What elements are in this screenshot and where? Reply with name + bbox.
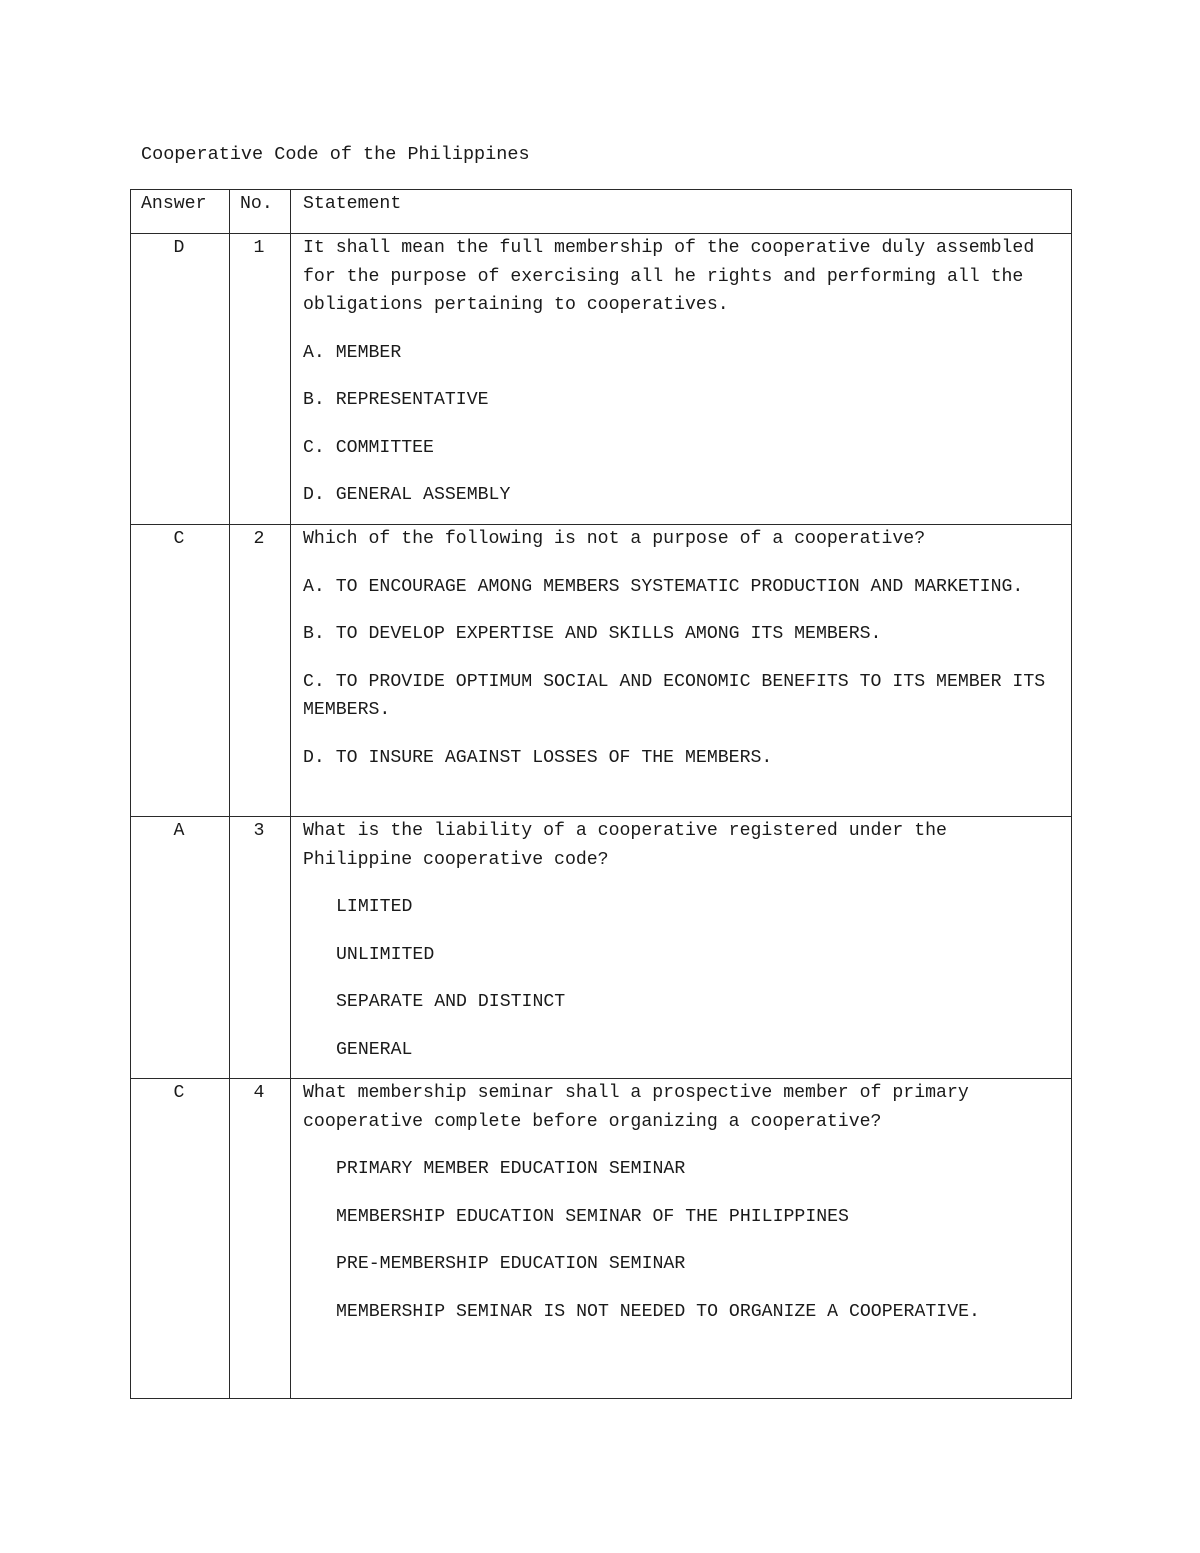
question-number: 4 (253, 1083, 265, 1103)
table-row (131, 234, 1072, 525)
choice-item: PRIMARY MEMBER EDUCATION SEMINAR (336, 1159, 686, 1179)
number-cell (230, 525, 291, 817)
choice-item: A. TO ENCOURAGE AMONG MEMBERS SYSTEMATIC PRODUCTION AND MARKETING. (303, 576, 1024, 597)
table-header (131, 190, 1072, 234)
choice-item: B. TO DEVELOP EXPERTISE AND SKILLS AMONG ITS MEMBERS. (303, 624, 882, 644)
choice-item: MEMBERSHIP EDUCATION SEMINAR OF THE PHILIPPINES (336, 1206, 849, 1227)
question-text: What is the liability of a cooperative registered under the Philippine cooperative code? (303, 821, 947, 870)
choice-item: UNLIMITED (336, 944, 435, 965)
answer-value: D (173, 238, 185, 258)
table-body (131, 234, 1072, 1399)
choice-item: LIMITED (336, 897, 413, 917)
answer-value: C (173, 1083, 185, 1103)
question-text: It shall mean the full membership of the cooperative duly assembled for the purpose of exercising all he rights and performing all the obligations pertaining to cooperatives. (303, 238, 1035, 315)
question-number: 2 (253, 529, 265, 549)
number-cell (230, 234, 291, 525)
choice-item: SEPARATE AND DISTINCT (336, 992, 566, 1012)
statement-cell (291, 1079, 1072, 1399)
question-text: Which of the following is not a purpose of a cooperative? (303, 529, 926, 549)
choice-item: D. TO INSURE AGAINST LOSSES OF THE MEMBERS. (303, 747, 773, 768)
choice-item: GENERAL (336, 1039, 413, 1060)
choice-item: A. MEMBER (303, 342, 402, 363)
statement-cell (291, 234, 1072, 525)
header-number: No. (230, 190, 291, 234)
table-row (131, 1079, 1072, 1399)
choice-item: D. GENERAL ASSEMBLY (303, 485, 511, 505)
statement-cell (291, 817, 1072, 1079)
answer-cell (131, 234, 230, 525)
choice-item: C. COMMITTEE (303, 437, 434, 458)
answer-cell (131, 1079, 230, 1399)
header-row (131, 190, 1072, 234)
header-answer: Answer (131, 190, 230, 234)
number-cell (230, 1079, 291, 1399)
number-cell (230, 817, 291, 1079)
question-number: 3 (253, 821, 265, 841)
choice-item: PRE-MEMBERSHIP EDUCATION SEMINAR (336, 1254, 686, 1274)
choice-item: C. TO PROVIDE OPTIMUM SOCIAL AND ECONOMIC BENEFITS TO ITS MEMBER ITS MEMBERS. (303, 671, 1046, 720)
answer-cell (131, 525, 230, 817)
answer-value: C (173, 529, 185, 549)
choice-item: B. REPRESENTATIVE (303, 390, 489, 410)
document-title: Cooperative Code of the Philippines (141, 144, 530, 165)
answer-value: A (173, 821, 185, 841)
quiz-table (130, 189, 1072, 1399)
choice-item: MEMBERSHIP SEMINAR IS NOT NEEDED TO ORGANIZE A COOPERATIVE. (336, 1301, 980, 1322)
question-text: What membership seminar shall a prospective member of primary cooperative complete before organizing a cooperative? (303, 1083, 969, 1132)
table-row (131, 525, 1072, 817)
question-number: 1 (253, 238, 265, 258)
answer-cell (131, 817, 230, 1079)
table-row (131, 817, 1072, 1079)
header-statement: Statement (291, 190, 1072, 234)
statement-cell (291, 525, 1072, 817)
